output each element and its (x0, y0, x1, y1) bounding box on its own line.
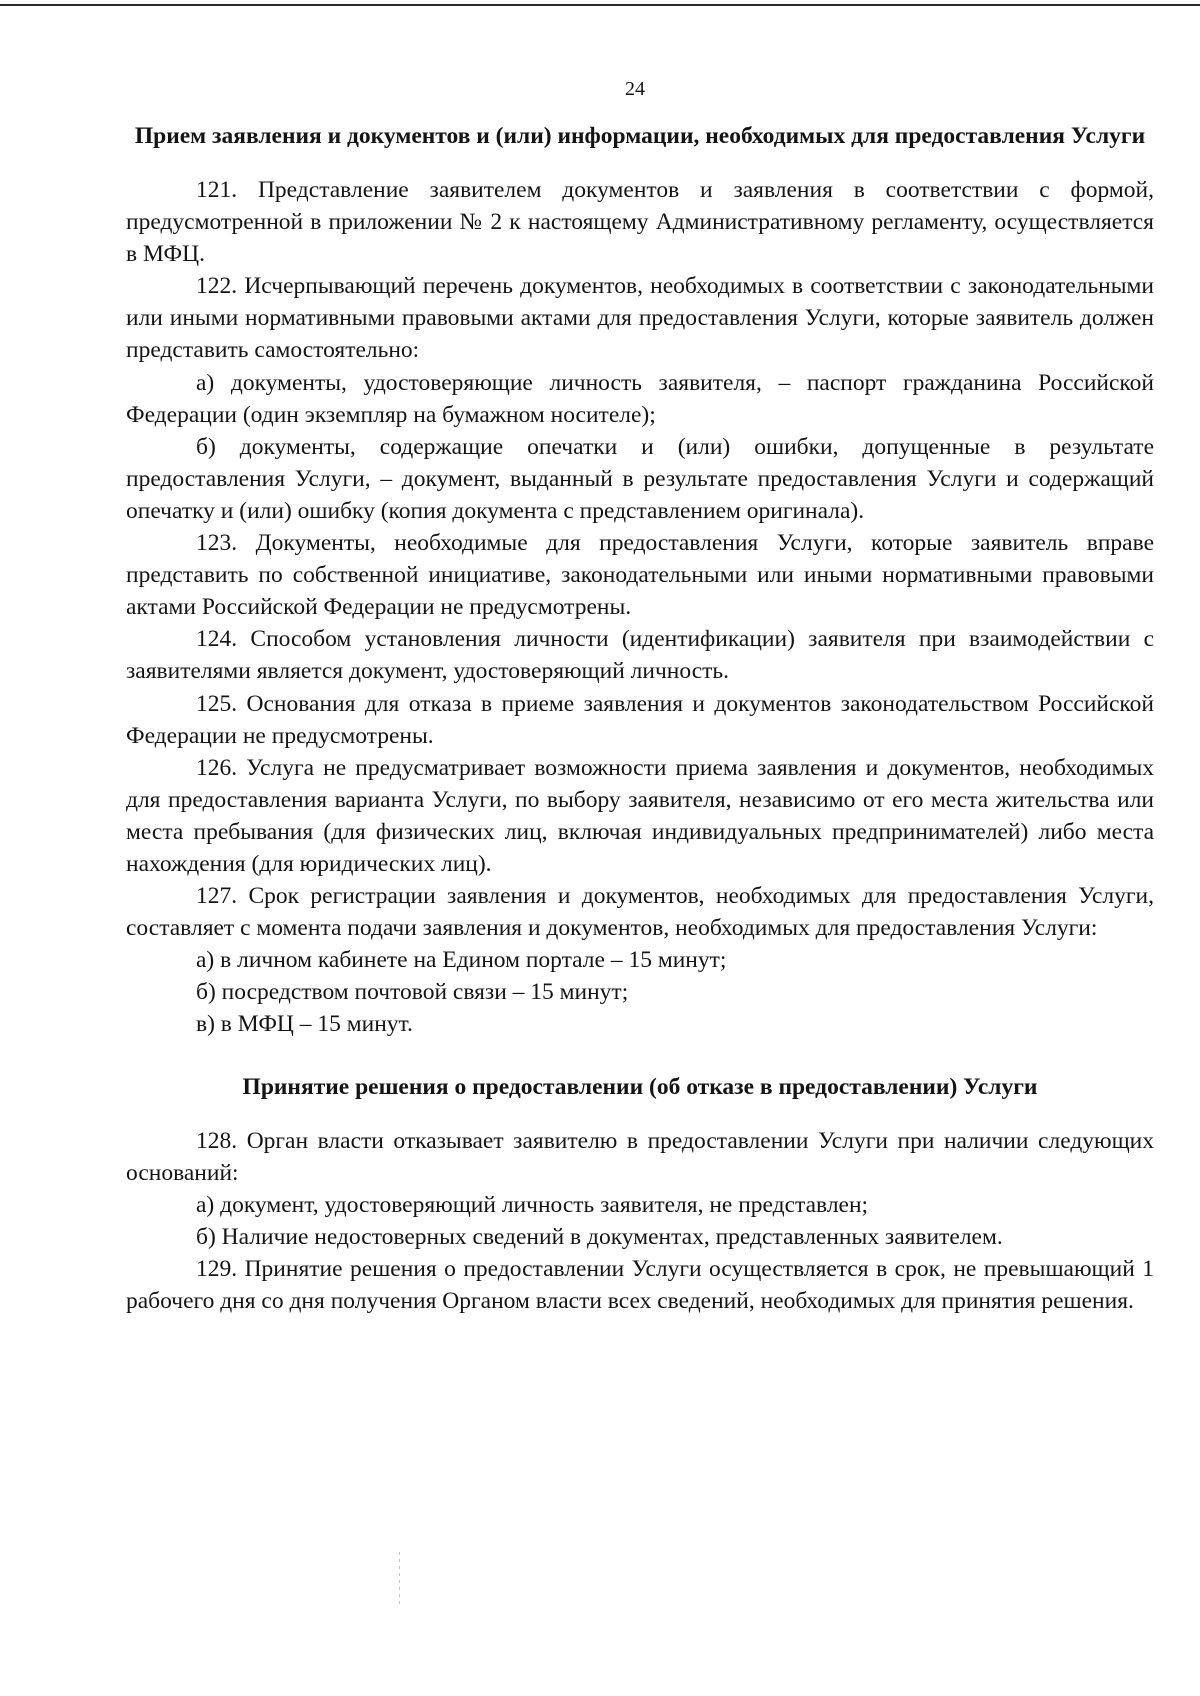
paragraph-127-a: а) в личном кабинете на Едином портале – 15 минут; (196, 947, 727, 974)
paragraph-122: 122. Исчерпывающий перечень документов, необходимых в соответствии с законодательными или иными нормативными правовыми актами для предоставления Услуги, которые заявитель должен представить самостоятельно: (126, 273, 1154, 364)
paragraph-125: 125. Основания для отказа в приеме заявления и документов законодательством Российской Федерации не предусмотрены. (126, 690, 1154, 749)
paragraph-122-a: а) документы, удостоверяющие личность заявителя, – паспорт гражданина Российской Федерации (один экземпляр на бумажном носителе); (126, 369, 1154, 428)
paragraph-124: 124. Способом установления личности (идентификации) заявителя при взаимодействии с заявителями является документ, удостоверяющий личность. (126, 626, 1154, 685)
page-number: 24 (625, 78, 645, 100)
section-heading-decision: Принятие решения о предоставлении (об отказе в предоставлении) Услуги (242, 1073, 1038, 1100)
paragraph-121: 121. Представление заявителем документов и заявления в соответствии с формой, предусмотренной в приложении № 2 к настоящему Административному регламенту, осуществляется в МФЦ. (126, 177, 1154, 268)
document-body (126, 120, 1154, 1317)
paragraph-127-c: в) в МФЦ – 15 минут. (196, 1011, 413, 1038)
top-border-line (0, 4, 1200, 6)
paragraph-128-a: а) документ, удостоверяющий личность заявителя, не представлен; (196, 1191, 869, 1218)
paragraph-127-b: б) посредством почтовой связи – 15 минут; (196, 979, 629, 1006)
paragraph-122-b: б) документы, содержащие опечатки и (или) ошибки, допущенные в результате предоставления Услуги, – документ, выданный в результате предоставления Услуги и содержащий опечатку и (или) ошибку (копия документа с представлением оригинала). (126, 433, 1154, 524)
paragraph-128-b: б) Наличие недостоверных сведений в документах, представленных заявителем. (196, 1223, 1003, 1250)
paragraph-128: 128. Орган власти отказывает заявителю в предоставлении Услуги при наличии следующих оснований: (126, 1127, 1154, 1186)
paragraph-127: 127. Срок регистрации заявления и документов, необходимых для предоставления Услуги, составляет с момента подачи заявления и документов, необходимых для предоставления Услуги: (126, 883, 1154, 942)
paragraph-126: 126. Услуга не предусматривает возможности приема заявления и документов, необходимых для предоставления варианта Услуги, по выбору заявителя, независимо от его места жительства или места пребывания (для физических лиц, включая индивидуальных предпринимателей) либо места нахождения (для юридических лиц). (126, 754, 1154, 877)
scan-artifact-mark (399, 1552, 400, 1604)
paragraph-129: 129. Принятие решения о предоставлении Услуги осуществляется в срок, не превышающий 1 рабочего дня со дня получения Органом власти всех сведений, необходимых для принятия решения. (126, 1255, 1154, 1314)
section-heading-application-intake: Прием заявления и документов и (или) информации, необходимых для предоставления Услуги (134, 123, 1146, 149)
paragraph-123: 123. Документы, необходимые для предоставления Услуги, которые заявитель вправе представить по собственной инициативе, законодательными или иными нормативными правовыми актами Российской Федерации не предусмотрены. (126, 530, 1154, 621)
